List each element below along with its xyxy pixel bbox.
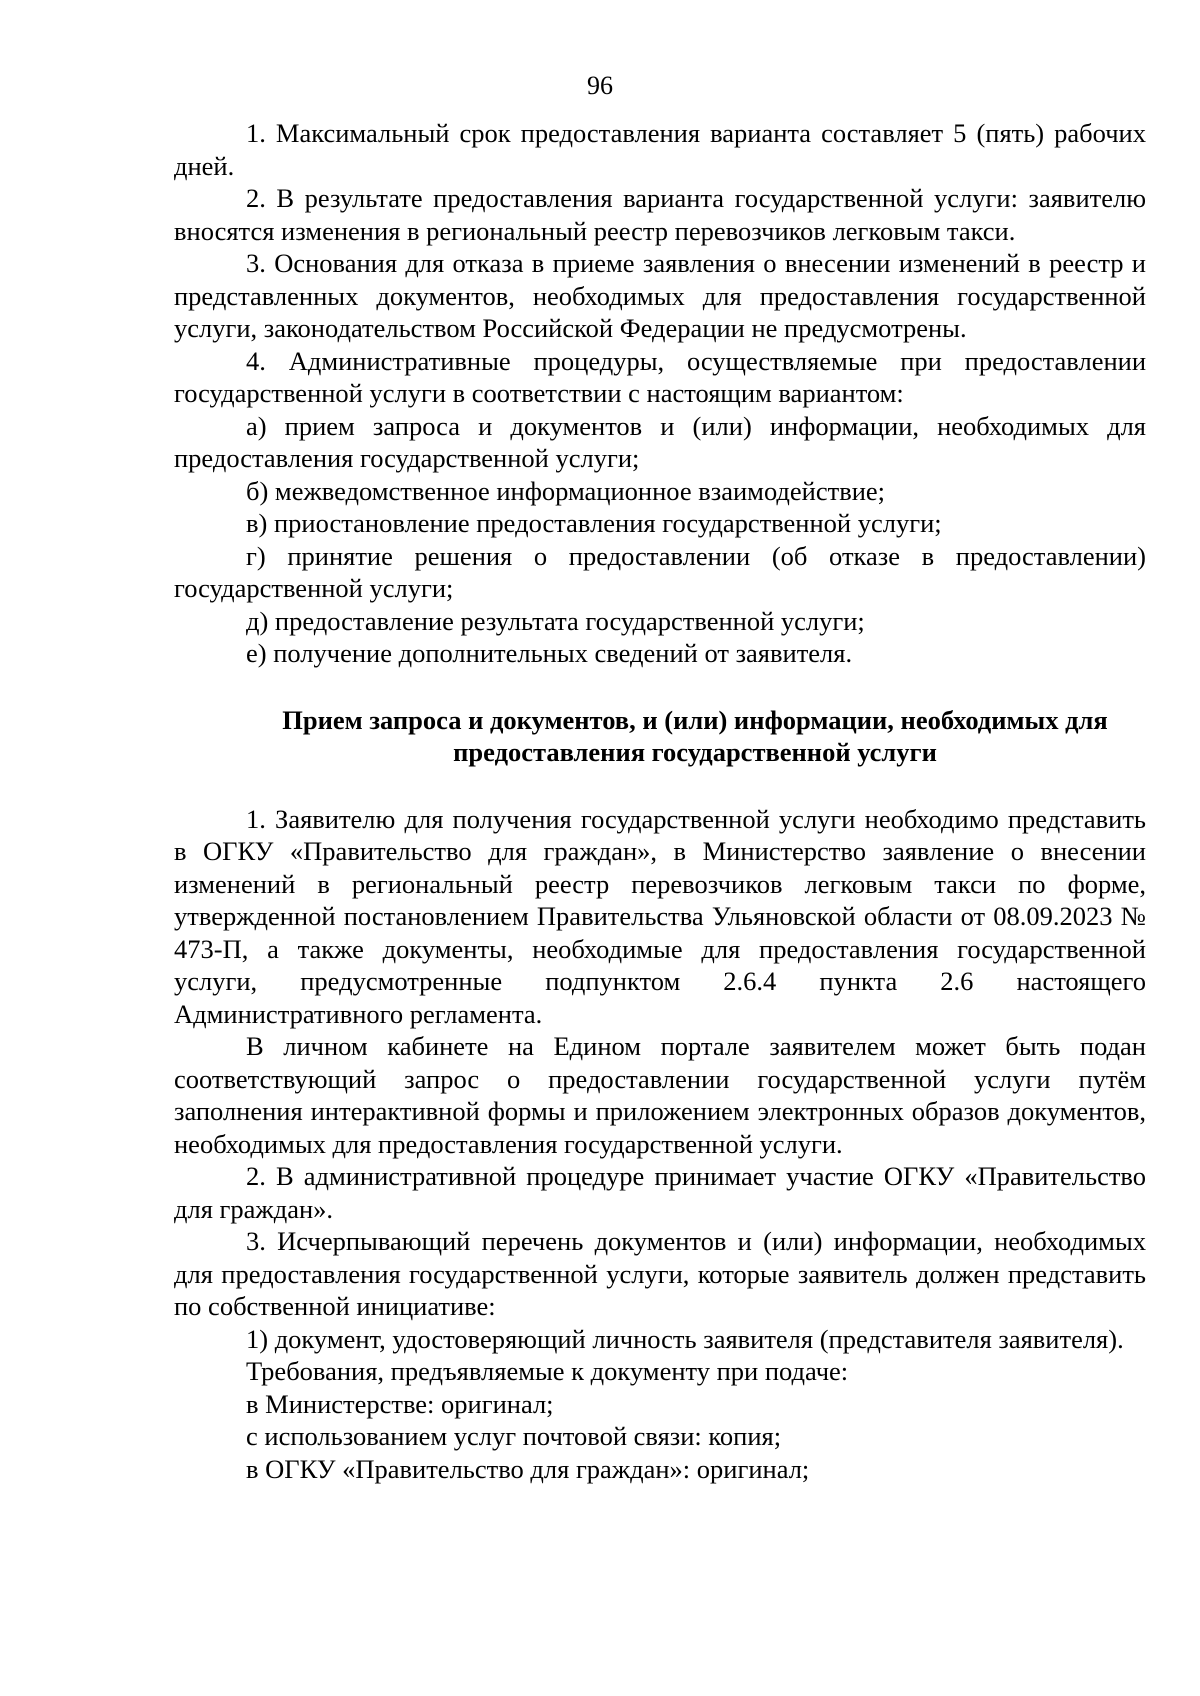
list-item-d: д) предоставление результата государственной услуги; [246, 605, 865, 636]
list-item-identity-document: 1) документ, удостоверяющий личность заявителя (представителя заявителя). [246, 1323, 1124, 1354]
list-item-e: е) получение дополнительных сведений от заявителя. [246, 638, 853, 668]
paragraph-submission: 1. Заявителю для получения государственной услуги необходимо представить в ОГКУ «Правительство для граждан», в Министерство заявление о внесении изменений в региональный реестр перевозчиков легковым такси по форме, утвержденной постановлением Правительства Ульяновской области от 08.09.2023 № 473-П, а также документы, необходимые для предоставления государственной услуги, предусмотренные подпунктом 2.6.4 пункта 2.6 настоящего Административного регламента. [174, 803, 1146, 1029]
list-item-v: в) приостановление предоставления государственной услуги; [246, 508, 942, 538]
document-body [174, 117, 1146, 1485]
section-heading [174, 704, 1146, 769]
paragraph-participant: 2. В административной процедуре принимает участие ОГКУ «Правительство для граждан». [174, 1161, 1146, 1224]
paragraph-admin-procedures: 4. Административные процедуры, осуществляемые при предоставлении государственной услуги в соответствии с настоящим вариантом: [174, 345, 1146, 408]
section-heading-line-2: предоставления государственной услуги [453, 737, 937, 767]
paragraph-document-list: 3. Исчерпывающий перечень документов и (или) информации, необходимых для предоставления государственной услуги, которые заявитель должен представить по собственной инициативе: [174, 1226, 1146, 1321]
requirement-ministry: в Министерстве: оригинал; [246, 1388, 554, 1419]
list-item-a: а) прием запроса и документов и (или) информации, необходимых для предоставления государственной услуги; [174, 410, 1146, 473]
paragraph-requirements: Требования, предъявляемые к документу при подаче: [246, 1356, 849, 1386]
paragraph-refusal-grounds: 3. Основания для отказа в приеме заявления о внесении изменений в реестр и представленных документов, необходимых для предоставления государственной услуги, законодательством Российской Федерации не предусмотрены. [174, 248, 1146, 343]
list-item-g: г) принятие решения о предоставлении (об отказе в предоставлении) государственной услуги; [174, 540, 1146, 603]
requirement-ogku: в ОГКУ «Правительство для граждан»: оригинал; [246, 1453, 810, 1484]
page-number: 96 [587, 71, 613, 100]
paragraph-result: 2. В результате предоставления варианта государственной услуги: заявителю вносятся изменения в региональный реестр перевозчиков легковым такси. [174, 183, 1146, 246]
list-item-b: б) межведомственное информационное взаимодействие; [246, 475, 886, 506]
requirement-postal: с использованием услуг почтовой связи: копия; [246, 1421, 782, 1451]
section-heading-line-1: Прием запроса и документов, и (или) информации, необходимых для [282, 704, 1108, 735]
paragraph-max-term: 1. Максимальный срок предоставления варианта составляет 5 (пять) рабочих дней. [174, 118, 1146, 181]
paragraph-personal-cabinet: В личном кабинете на Едином портале заявителем может быть подан соответствующий запрос о предоставлении государственной услуги путём заполнения интерактивной формы и приложением электронных образов документов, необходимых для предоставления государственной услуги. [174, 1031, 1146, 1159]
